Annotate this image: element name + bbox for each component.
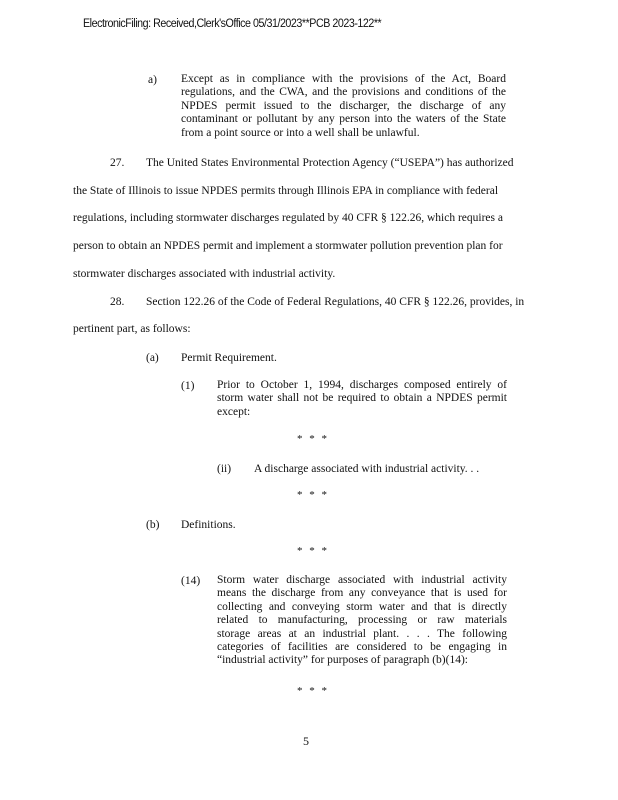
para-28-number: 28.	[110, 296, 125, 308]
sub-a-marker: (a)	[146, 352, 159, 364]
electronic-filing-stamp: ElectronicFiling: Received,Clerk'sOffice 05/31/2023**PCB 2023-122**	[83, 18, 382, 30]
sub-b14-marker: (14)	[181, 575, 201, 587]
para-27-line: stormwater discharges associated with industrial activity.	[73, 268, 336, 280]
quote-a-line: contaminant or pollutant by any person into the waters of the State	[181, 113, 506, 126]
sub-ii-text: A discharge associated with industrial activity. . .	[254, 463, 480, 475]
ellipsis-stars: * * *	[297, 545, 329, 557]
para-28-line: pertinent part, as follows:	[73, 323, 191, 335]
sub-b14-line: categories of facilities are considered to be engaging in	[217, 641, 507, 654]
sub-b-heading: Definitions.	[181, 519, 236, 531]
para-27-number: 27.	[110, 157, 125, 169]
sub-b-marker: (b)	[146, 519, 160, 531]
para-27-line: The United States Environmental Protection Agency (“USEPA”) has authorized	[146, 157, 514, 169]
sub-b14-line: “industrial activity” for purposes of paragraph (b)(14):	[217, 654, 468, 667]
quote-a-marker: a)	[148, 74, 157, 86]
para-27-line: person to obtain an NPDES permit and implement a stormwater pollution prevention plan for	[73, 240, 503, 252]
sub-a-heading: Permit Requirement.	[181, 352, 277, 364]
para-27-line: the State of Illinois to issue NPDES permits through Illinois EPA in compliance with federal	[73, 185, 499, 197]
quote-a-line: regulations, and the CWA, and the provisions and conditions of the	[181, 86, 506, 99]
sub-ii-marker: (ii)	[217, 463, 232, 475]
sub-a1-line: Prior to October 1, 1994, discharges composed entirely of	[217, 379, 507, 391]
para-27-line: regulations, including stormwater discharges regulated by 40 CFR § 122.26, which requires a	[73, 212, 503, 224]
quote-a-line: Except as in compliance with the provisions of the Act, Board	[181, 73, 506, 85]
sub-a1-text	[217, 379, 507, 419]
sub-b14-line: Storm water discharge associated with industrial activity	[217, 574, 507, 586]
sub-b14-line: means the discharge from any conveyance that is used for	[217, 587, 507, 600]
sub-b14-line: related to manufacturing, processing or raw materials	[217, 614, 507, 627]
ellipsis-stars: * * *	[297, 433, 329, 445]
sub-b14-text	[217, 574, 507, 668]
quote-a-line: from a point source or into a well shall be unlawful.	[181, 126, 420, 139]
sub-a1-marker: (1)	[181, 380, 195, 392]
ellipsis-stars: * * *	[297, 685, 329, 697]
quote-a-text	[181, 73, 506, 140]
ellipsis-stars: * * *	[297, 489, 329, 501]
quote-a-line: NPDES permit issued to the discharger, the discharge of any	[181, 99, 506, 112]
sub-b14-line: storage areas at an industrial plant. . . . The following	[217, 627, 507, 640]
page-number: 5	[303, 734, 309, 748]
sub-a1-line: except:	[217, 405, 251, 418]
sub-a1-line: storm water shall not be required to obtain a NPDES permit	[217, 392, 507, 405]
sub-b14-line: collecting and conveying storm water and that is directly	[217, 600, 507, 613]
para-28-line: Section 122.26 of the Code of Federal Regulations, 40 CFR § 122.26, provides, in	[146, 296, 525, 308]
